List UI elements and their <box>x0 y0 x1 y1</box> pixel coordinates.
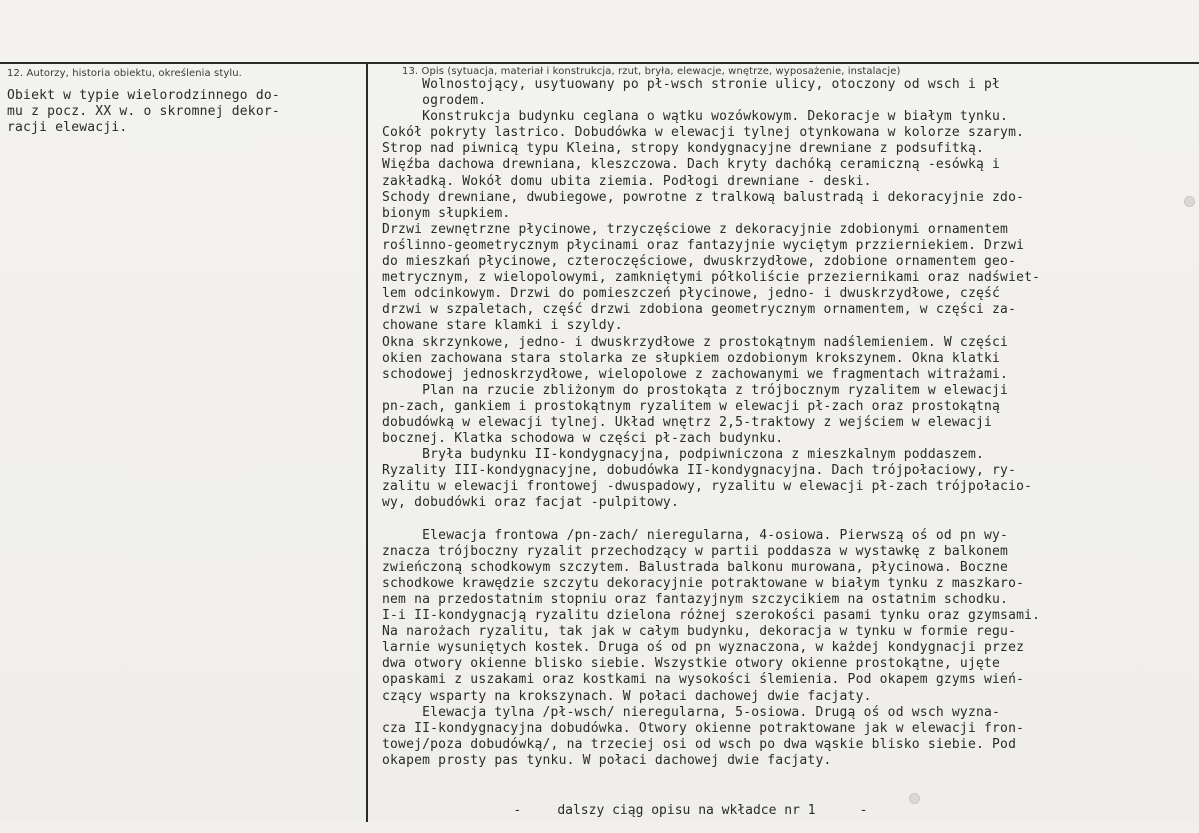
section-12-label: 12. Autorzy, historia obiektu, określenia stylu. <box>7 68 242 79</box>
section-13-label: 13. Opis (sytuacja, materiał i konstrukcja, rzut, bryła, elewacje, wnętrze, wyposażenie, instalacje) <box>402 66 901 77</box>
section-13-text: Wolnostojący, usytuowany po pł-wsch stronie ulicy, otoczony od wsch i pł ogrodem. Konstrukcja budynku ceglana o wątku wozówkowym. Dekoracje w białym tynku. Cokół pokryty lastrico. Dobudówka w elewacji tylnej otynkowana w kolorze szarym. Strop nad piwnicą typu Kleina, stropy kondygnacyjne drewniane z podsufitką. Więźba dachowa drewniana, kleszczowa. Dach kryty dachóką ceramiczną -esówką i zakładką. Wokół domu ubita ziemia. Podłogi drewniane - deski. Schody drewniane, dwubiegowe, powrotne z tralkową balustradą i dekoracyjnie zdo- bionym słupkiem. Drzwi zewnętrzne płycinowe, trzyczęściowe z dekoracyjnie zdobionymi ornamentem roślinno-geometrycznym płycinami oraz fantazyjnie wyciętym przzierniekiem. Drzwi do mieszkań płycinowe, czteroczęściowe, dwuskrzydłowe, zdobione ornamentem geo- metrycznym, z wielopolowymi, zamkniętymi półkoliście przeziernikami oraz nadświet- lem odcinkowym. Drzwi do pomieszczeń płycinowe, jedno- i dwuskrzydłowe, część drzwi w szpaletach, część drzwi zdobiona geometrycznym ornamentem, w części za- chowane stare klamki i szyldy. Okna skrzynkowe, jedno- i dwuskrzydłowe z prostokątnym nadślemieniem. W części okien zachowana stara stolarka ze słupkiem ozdobionym krokszynem. Okna klatki schodowej jednoskrzydłowe, wielopolowe z zachowanymi we fragmentach witrażami. Plan na rzucie zbliżonym do prostokąta z trójbocznym ryzalitem w elewacji pn-zach, gankiem i prostokątnym ryzalitem w elewacji pł-zach oraz prostokątną dobudówką w elewacji tylnej. Układ wnętrz 2,5-traktowy z wejściem w elewacji bocznej. Klatka schodowa w części pł-zach budynku. Bryła budynku II-kondygnacyjna, podpiwniczona z mieszkalnym poddaszem. Ryzality III-kondygnacyjne, dobudówka II-kondygnacyjna. Dach trójpołaciowy, ry- zalitu w elewacji frontowej -dwuspadowy, ryzalitu w elewacji pł-zach trójpołacio- wy, dobudówki oraz facjat -pulpitowy. Elewacja frontowa /pn-zach/ nieregularna, 4-osiowa. Pierwszą oś od pn wy- znacza trójboczny ryzalit przechodzący w partii poddasza w wystawkę z balkonem zwieńczoną schodkowym szczytem. Balustrada balkonu murowana, płycinowa. Boczne schodkowe krawędzie szczytu dekoracyjnie potraktowane w białym tynku z maszkaro- nem na przedostatnim stopniu oraz fantazyjnym szczycikiem na ostatnim schodku. I-i II-kondygnacją ryzalitu dzielona różnej szerokości pasami tynku oraz gzymsami. Na narożach ryzalitu, tak jak w całym budynku, dekoracja w tynku w formie regu- larnie wysuniętych kostek. Druga oś od pn wyznaczona, w każdej kondygnacji przez dwa otwory okienne blisko siebie. Wszystkie otwory okienne prostokątne, ujęte opaskami z uszakami oraz kostkami na wysokości ślemienia. Pod okapem gzyms wień- czący wsparty na krokszynach. W połaci dachowej dwie facjaty. Elewacja tylna /pł-wsch/ nieregularna, 5-osiowa. Drugą oś od wsch wyzna- cza II-kondygnacyjna dobudówka. Otwory okienne potraktowane jak w elewacji fron- towej/poza dobudówką/, na trzeciej osi od wsch po dwa wąskie blisko siebie. Pod okapem prosty pas tynku. W połaci dachowej dwie facjaty. <box>382 77 1041 768</box>
punch-hole-mark <box>1184 196 1195 207</box>
section-12-text: Obiekt w typie wielorodzinnego do- mu z pocz. XX w. o skromnej dekor- racji elewacji. <box>7 88 280 136</box>
continuation-note <box>482 788 867 833</box>
column-divider <box>366 62 368 822</box>
continuation-text: dalszy ciąg opisu na wkładce nr 1 <box>557 803 816 818</box>
continuation-dash-right: - <box>859 803 868 818</box>
punch-hole-mark <box>909 793 920 804</box>
top-rule <box>0 62 1199 64</box>
continuation-dash-left: - <box>513 803 522 818</box>
